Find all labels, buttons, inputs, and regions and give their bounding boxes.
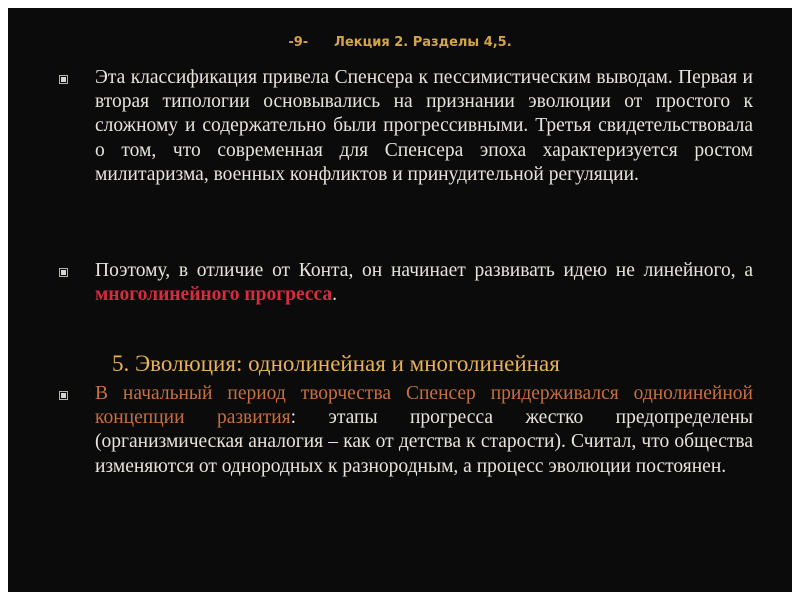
slide-header: [8, 35, 792, 50]
page-number: -9-: [288, 35, 309, 50]
bullet-3-highlight: В начальный период творчества Спенсер придерживался однолинейной концепции развития: [95, 383, 753, 429]
bullet-2-text: Поэтому, в отличие от Конта, он начинает развивать идею не линейного, а: [95, 260, 753, 281]
bullet-square-icon: [59, 75, 68, 84]
bullet-item-3: [95, 382, 753, 479]
slide: [8, 8, 792, 592]
bullet-square-icon: [59, 268, 68, 277]
section-title: 5. Эволюция: однолинейная и многолинейная: [112, 351, 560, 376]
bullet-item-2: [95, 259, 753, 307]
lecture-title: Лекция 2. Разделы 4,5.: [334, 35, 512, 50]
bullet-square-icon: [59, 391, 68, 400]
bullet-1-text: Эта классификация привела Спенсера к пессимистическим выводам. Первая и вторая типологии основывались на признании эволюции от простого к сложному и содержательно были прогрессивными. Третья свидетельствовала о том, что современная для Спенсера эпоха характеризуется ростом милитаризма, военных конфликтов и принудительной регуляции.: [95, 67, 753, 185]
bullet-2-end: .: [332, 284, 338, 306]
bullet-2-highlight: многолинейного прогресса: [95, 284, 333, 306]
bullet-item-1: [95, 66, 753, 187]
bullet-3-text: : этапы прогресса жестко предопределены (организмическая аналогия – как от детства к старости). Считал, что общества изменяются от однородных к разнородным, а процесс эволюции постоянен.: [95, 407, 753, 477]
